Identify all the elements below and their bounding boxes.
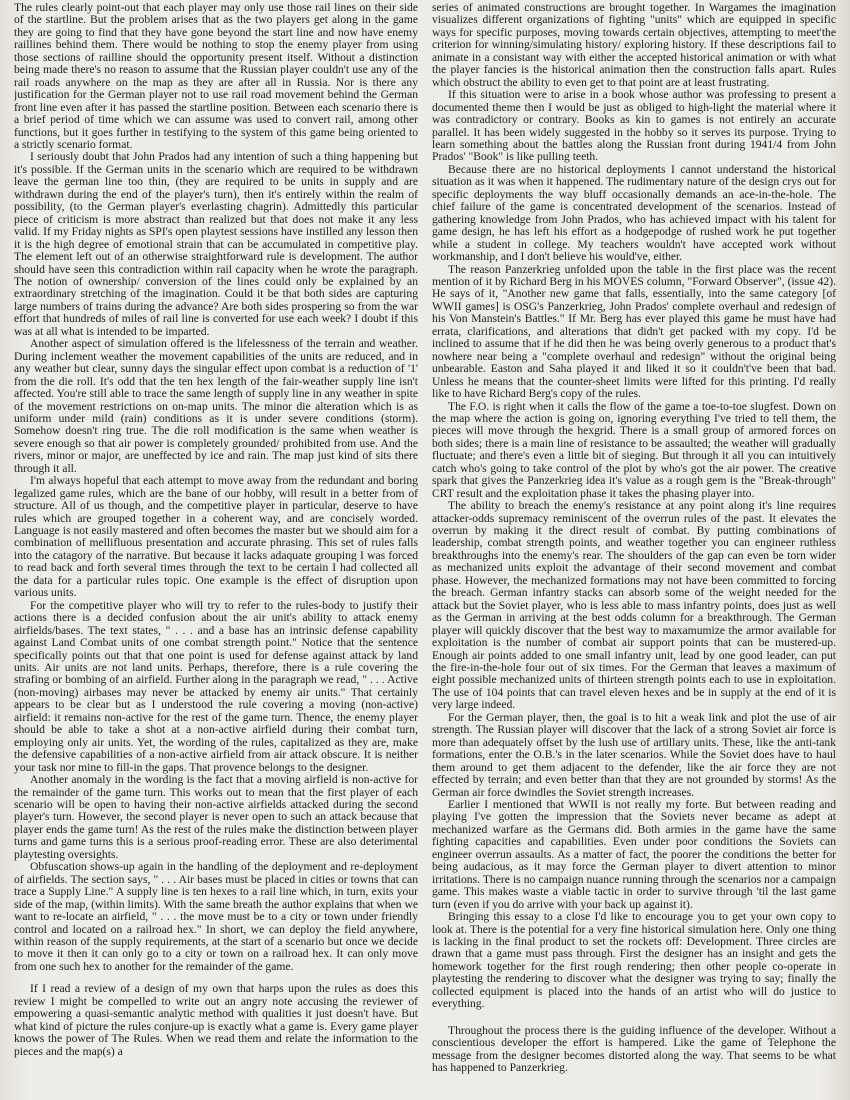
paragraph: Because there are no historical deployments I cannot understand the historical situation as it was when it happened. The rudimentary nature of the design crys out for specific deployments the way bluff occasionally demands an ace-in-the-hole. The chief failure of the game is concentrated development of the scenarios. Instead of gathering knowledge from John Prados, who has achieved impact with his talent for game design, he has left his effort as a hodgepodge of rushed work he put together while a student in college. My teachers wouldn't have accepted work without workmanship, and I don't believe his would've, either. [432, 162, 836, 264]
paragraph: If I read a review of a design of my own that harps upon the rules as does this review I might be compelled to write out an angry note accusing the reviewer of empowering a quasi-semantic analytic method with qualities it just doesn't have. But what kind of picture the rules conjure-up is exactly what a game is. Every game player knows the power of The Rules. When we read them and relate the information to the pieces and the map(s) a [14, 982, 418, 1058]
right-column [432, 2, 836, 1100]
paragraph: For the German player, then, the goal is to hit a weak link and plot the use of air strength. The Russian player will discover that the lack of a strong Soviet air force is more than adequately offset by the lush use of artillary units. These, like the anti-tank formations, enter the O.B.'s in the later scenarios. While the Soviet does have to haul them around to get them adjacent to the defender, like the air force they are not effected by terrain; and even better than that they are not grounded by storms! As the German air force dwindles the Soviet strength increases. [432, 710, 836, 799]
paragraph: The rules clearly point-out that each player may only use those rail lines on their side of the startline. But the problem arises that as the two players get along in the game they are going to find that they have gone beyond the start line and now have enemy raillines behind them. There would be nothing to stop the enemy player from using those sections of railline should the opportunity present itself. Without a distinction being made there's no reason to assume that the Russian player couldn't use any of the rail roads anywhere on the map as they are after all in Russia. Nor is there any justification for the German player not to use rail road movement behind the German front line even after it has passed the startline position. Between each scenario there is a brief period of time which we can assume was used to convert rail, among other functions, but it goes further in testifying to the system of this game being oriented to a strictly scenario format. [14, 2, 418, 151]
paragraph: Another anomaly in the wording is the fact that a moving airfield is non-active for the remainder of the game turn. This works out to mean that the first player of each scenario will be open to having their non-active airfields attacked during the second player's turn. However, the second player is never open to such an attack because that player ends the game turn! As the rest of the rules make the distinction between player turns and game turns this is a serious proof-reading error. These are also deterimental playtesting oversights. [14, 773, 418, 861]
left-column [14, 2, 418, 1100]
paragraph: For the competitive player who will try to refer to the rules-body to justify their actions there is a decided confusion about the air unit's ability to attack enemy airfields/bases. The text states, " . . . and a base has an intrinsic defense capability against Land Combat units of one combat strength point." Notice that the sentence specifically points out that that one point is used for defense against attack by land units. Air units are not land units. Perhaps, therefore, there is a rule covering the strafing or bombing of an airfield. Further along in the paragraph we read, " . . . Active (non-moving) airbases may never be attacked by enemy air units." That certainly appears to be clear but as I understood the rule covering a moving (non-active) airfield: it remains non-active for the rest of the game turn. Thence, the enemy player should be able to take a shot at a non-active airfield during their combat turn, employing only air units. Yet, the wording of the rules, capitalized as they are, make the defensive capabilities of a non-active airfield from air attack obscure. It is neither your task nor mine to fill-in the gaps. That provence belongs to the designer. [14, 598, 418, 774]
paragraph: Throughout the process there is the guiding influence of the developer. Without a conscientious developer the effort is hampered. Like the game of Telephone the message from the designer becomes distorted along the way. That seems to be what has happened to Panzerkrieg. [432, 1023, 836, 1075]
paragraph: Obfuscation shows-up again in the handling of the deployment and re-deployment of airfields. The section says, " . . . Air bases must be placed in cities or towns that can trace a Supply Line." A supply line is ten hexes to a rail line which, in turn, exits your side of the map, (within limits). With the same breath the author explains that when we want to re-locate an airfield, " . . . the move must be to a city or town under friendly control and located on a railroad hex." In short, we can deploy the field anywhere, within reason of the supply requirements, at the start of a scenario but once we decide to move it then it can only go to a city or town on a railroad hex. It can only move from one such hex to another for the remainder of the game. [14, 860, 418, 973]
paragraph: The F.O. is right when it calls the flow of the game a toe-to-toe slugfest. Down on the map where the action is going on, ignoring everything I've tried to tell them, the pieces will move through the hexgrid. There is a small group of armored forces on both sides; there is a main line of resistance to be assaulted; the weather will gradually fluctuate; and there's even a little bit of sieging. But through it all you can intuitively catch who's going to take control of the plot by who's got the air power. The creative spark that gives the Panzerkrieg idea it's value as a rough gem is the "Break-through" CRT result and the exploitation phase it takes the phasing player into. [432, 399, 836, 500]
paragraph: The ability to breach the enemy's resistance at any point along it's line requires attacker-odds supremacy reminiscent of the overrun rules of the past. It elevates the overrun by making it the direct result of combat. By putting combinations of leadership, combat strength points, and weather together you can engineer ruthless breakthroughs into the enemy's rear. The shoulders of the gap can even be torn wider as mechanized units exploit the advantage of their second movement and combat phase. However, the mechanized formations may not have been committed to forcing the breach. German infantry stacks can absorb some of the weight needed for the attack but the Soviet player, who is less able to mass infantry points, does just as well as the German in arriving at the best odds column for a breakthrough. The German player will quickly discover that the best way to maxamumize the armor available for exploitation is the number of combat air support points that can be mustered-up. Enough air points added to one small infantry unit, lead by one good leader, can put the fire-in-the-hole four out of six times. For the German that leaves a maximum of eight possible mechanized units of thirteen strength points each to use in exploitation. The use of 104 points that can travel eleven hexes and be in supply at the end of it is very large indeed. [432, 499, 836, 712]
paragraph: series of animated constructions are brought together. In Wargames the imagination visualizes different organizations of fighting "units" which are equipped in specific ways for specific purposes, moving towards certain objectives, attempting to meet'the criterion for winning/simulating history/ exploring history. If these descriptions fail to animate in a consistant way with either the accepted historical animation or with what the player fancies is the historical animation then the construction falls apart. Rules which obstruct the ability to even get to that point are at least frustrating. [432, 2, 836, 89]
paragraph: The reason Panzerkrieg unfolded upon the table in the first place was the recent mention of it by Richard Berg in his MOVES column, "Forward Observer", (issue 42). He says of it, "Another new game that falls, essentially, into the same category [of WWII games] is OSG's Panzerkrieg, John Prados' complete overhaul and redesign of his Von Manstein's Battles." If Mr. Berg has ever played this game he must have had errata, clarifications, and alterations that didn't get packed with my copy. I'd be inclined to assume that if he did then he was being overly generous to a product that's nowhere near being a "complete overhaul and redesign" without the original being unbearable. Easton and Saha played it and liked it so it couldn't've been that bad. Unless he means that the counter-sheet limits were lifted for this printing. I'd really like to have Richard Berg's copy of the rules. [432, 262, 836, 401]
paragraph: I seriously doubt that John Prados had any intention of such a thing happening but it's possible. If the German units in the scenario which are required to be withdrawn leave the german line too thin, (they are required to be units in supply and are withdrawn during the end of the player's turn), then it's entirely within the realm of possibility, (to the German player's everlasting chagrin). Admittedly this particular piece of criticism is more abstract than realized but that does not make it any less valid. If my Friday nights as SPI's open playtest sessions have instilled any lesson then it is the high degree of emotional strain that can be accumulated in competitive play. The element left out of an otherwise straightforward rule is development. The author should have seen this contradiction within rail capacity when he wrote the paragraph. The notion of ownership/ conversion of the lines could only be explained by an extraordinary stretching of the imagination. Could it be that both sides are capturing large numbers of trains during the advance? Are both sides prospering so from the war effort that hundreds of miles of rail line is converted for use each week? I doubt if this was at all what is intended to be imparted. [14, 150, 418, 338]
paragraph: Bringing this essay to a close I'd like to encourage you to get your own copy to look at. There is the potential for a very fine historical simulation here. Only one thing is lacking in the final product to set the rockets off: Development. Three circles are drawn that a game must pass through. First the designer has an insight and gets the homework together for the first rough rendering; then other people co-operate in playtesting the rendering to discover what the designer was trying to say; finally the collected equipment is placed into the hands of an artist who will do justice to everything. [432, 910, 836, 1011]
paragraph: Earlier I mentioned that WWII is not really my forte. But between reading and playing I've gotten the impression that the Soviets never became as adept at mechanized warfare as the Germans did. Both armies in the game have the same fighting capacities and capabilities. Even under poor conditions the Soviets can engineer overrun assaults. As a matter of fact, the poorer the conditions the better for being audacious, as it may force the German player to divert attention to minor irritations. There is no campaign nuance running through the scenarios nor a campaign game. This makes waste a viable tactic in order to survive through 'til the last game turn (even if you do arrive with your back up against it). [432, 798, 836, 911]
two-column-layout [14, 2, 836, 1100]
paragraph: If this situation were to arise in a book whose author was professing to present a documented theme then I would be just as obliged to high-light the material where it was contradictory or contrary. Books as kin to games is not entirely an accurate parallel. It has been widely suggested in the hobby so it serves its purpose. Trying to learn something about the battles along the Russian front during 1941/4 from John Prados' "Book" is like pulling teeth. [432, 88, 836, 164]
paragraph: I'm always hopeful that each attempt to move away from the redundant and boring legalized game rules, which are the bane of our hobby, will result in a better from of structure. All of us though, and the competitive player in particular, deserve to have rules which are grouped together in a coherent way, and are concisely worded. Language is not easily mastered and often becomes the master but we should aim for a combination of mellifluous presentation and accurate phrasing. This set of rules falls into the catagory of the narrative. But because it lacks adaquate grouping I was forced to read back and forth several times through the text to be certain I had collected all the data for a particular rules topic. One example is the effect of disruption upon various units. [14, 474, 418, 600]
paragraph: Another aspect of simulation offered is the lifelessness of the terrain and weather. During inclement weather the movement capabilities of the units are reduced, and in any weather but clear, sunny days the singular effect upon combat is a reduction of '1' from the die roll. It's odd that the ten hex length of the fair-weather supply line isn't affected. You're still able to trace the same length of supply line in any weather in spite of the movement restrictions on on-map units. The minor die alteration which is as uniform under mild (rain) conditions as it is under severe conditions (storm). Somehow doesn't ring true. The die roll modification is the same when weather is severe enough so that air power is completely grounded/ prohibited from use. And the rivers, minor or major, are uneffected by ice and rain. The map just kind of sits there through it all. [14, 337, 418, 475]
